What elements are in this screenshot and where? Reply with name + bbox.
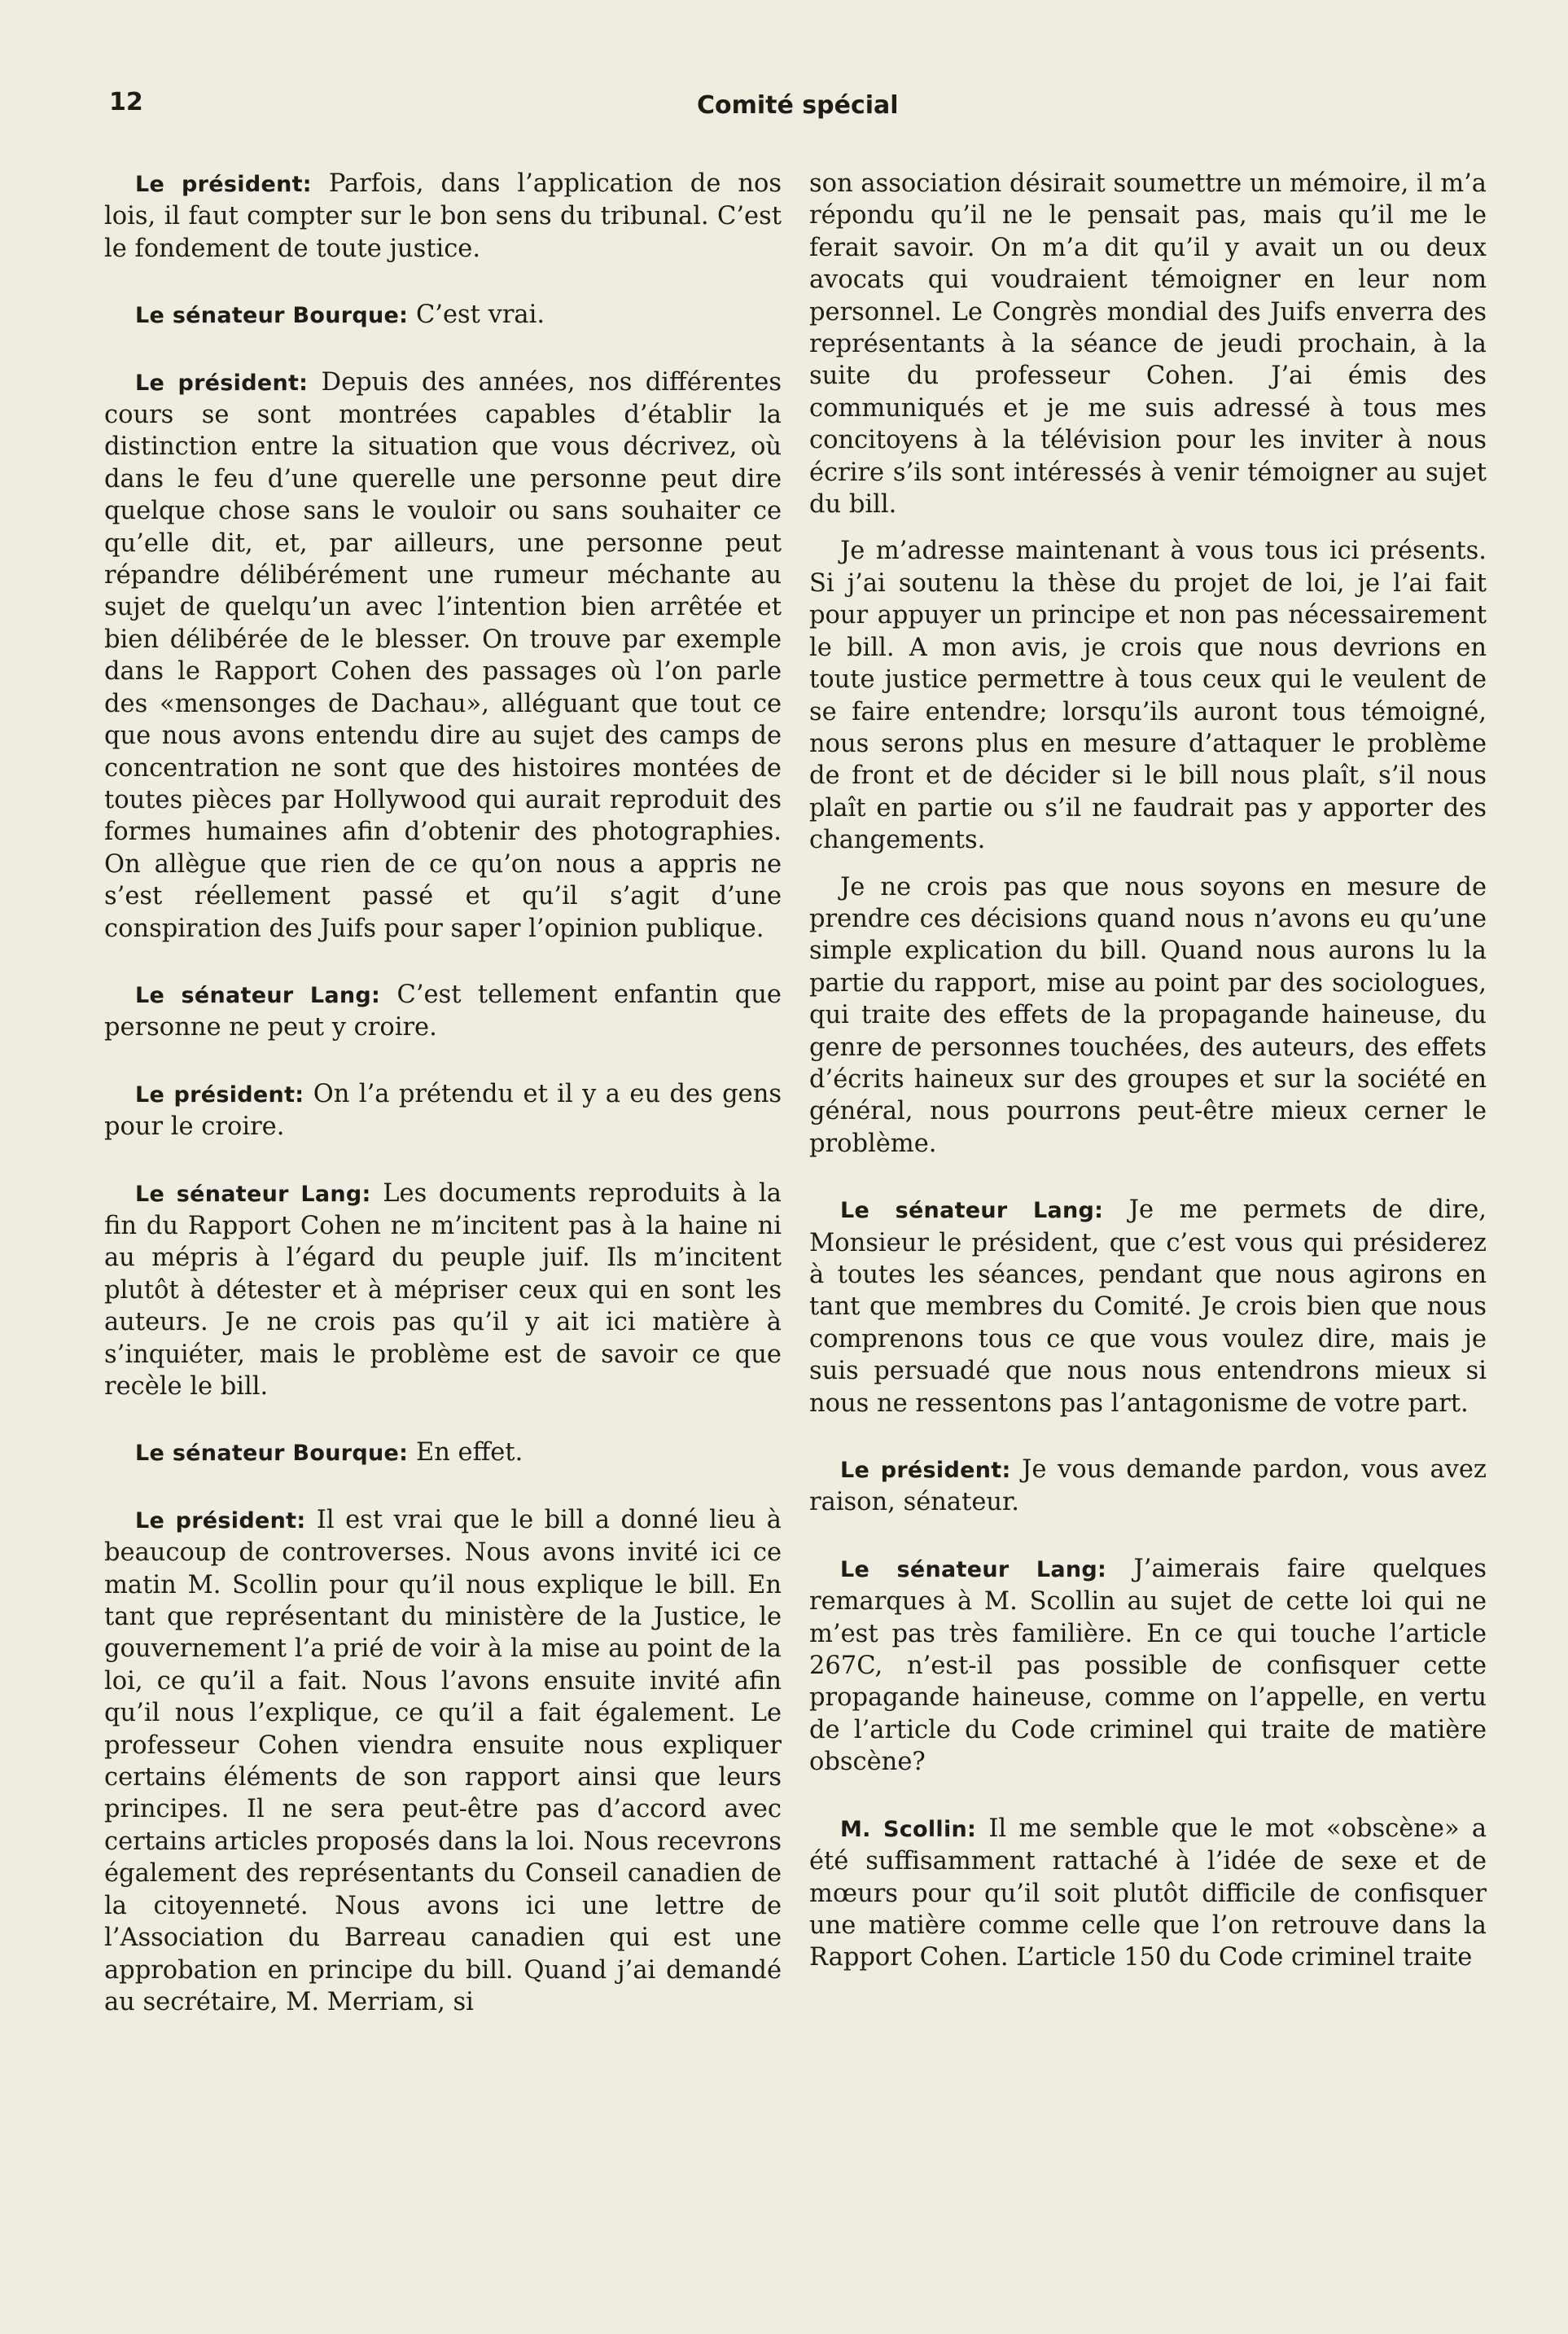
speaker-label: Le président:	[135, 172, 312, 197]
page-header	[109, 88, 1457, 129]
speaker-label: Le sénateur Bourque:	[135, 1441, 409, 1467]
speech-text: J’aimerais faire quelques remarques à M. Scollin au sujet de cette loi qui ne m’est pas très familière. En ce qui touche l’article 267C, n’est-il pas possible de confisquer cette propagande haineuse, comme on l’appelle, en vertu de l’article du Code criminel qui traite de matière obscène?	[809, 1554, 1487, 1777]
speaker-label: Le président:	[135, 1507, 306, 1533]
running-head: Comité spécial	[697, 91, 899, 120]
paragraph	[104, 1078, 782, 1143]
speech-text: Depuis des années, nos différentes cours se sont montrées capables d’établir la distinction entre la situation que vous décrivez, où dans le feu d’une querelle une personne peut dire quelque chose sans le vouloir ou sans souhaiter ce qu’elle dit, et, par ailleurs, une personne peut répandre délibérément une rumeur méchante au sujet de quelqu’un avec l’intention bien arrêtée et bien délibérée de le blesser. On trouve par exemple dans le Rapport Cohen des passages où l’on parle des «mensonges de Dachau», alléguant que tout ce que nous avons entendu dire au sujet des camps de concentration ne sont que des histoires montées de toutes pièces par Hollywood qui aurait reproduit des formes humaines afin d’obtenir des photographies. On allègue que rien de ce qu’on nous a appris ne s’est réellement passé et qu’il s’agit d’une conspiration des Juifs pour saper l’opinion publique.	[104, 367, 782, 943]
speech-text: Je ne crois pas que nous soyons en mesure de prendre ces décisions quand nous n’avons eu qu’une simple explication du bill. Quand nous aurons lu la partie du rapport, mise au point par des sociologues, qui traite des effets de la propagande haineuse, du genre de personnes touchées, des auteurs, des effets d’écrits haineux sur des groupes et sur la société en général, nous pourrons peut-être mieux cerner le problème.	[809, 872, 1487, 1158]
speech-text: C’est tellement enfantin que personne ne peut y croire.	[104, 980, 782, 1042]
speaker-label: Le sénateur Lang:	[135, 1181, 371, 1207]
paragraph	[104, 1178, 782, 1403]
speech-text: Je vous demande pardon, vous avez raison, sénateur.	[809, 1455, 1487, 1517]
left-column	[104, 168, 782, 2018]
speech-text: Il me semble que le mot «obscène» a été suffisamment rattaché à l’idée de sexe et de mœurs pour qu’il soit plutôt difficile de confisquer une matière comme celle que l’on retrouve dans la Rapport Cohen. L’article 150 du Code criminel traite	[809, 1814, 1487, 1972]
paragraph	[104, 366, 782, 945]
speaker-label: M. Scollin:	[840, 1816, 977, 1842]
paragraph	[809, 1194, 1487, 1419]
paragraph	[104, 979, 782, 1044]
speaker-label: Le sénateur Lang:	[135, 982, 381, 1008]
speech-text: Je m’adresse maintenant à vous tous ici présents. Si j’ai soutenu la thèse du projet de loi, je l’ai fait pour appuyer un principe et non pas nécessairement le bill. A mon avis, je crois que nous devrions en toute justice permettre à tous ceux qui le veulent de se faire entendre; lorsqu’ils auront tous témoigné, nous serons plus en mesure d’attaquer le problème de front et de décider si le bill nous plaît, s’il nous plaît en partie ou s’il ne faudrait pas y apporter des changements.	[809, 537, 1487, 855]
speech-text: Les documents reproduits à la fin du Rapport Cohen ne m’incitent pas à la haine ni au mépris à l’égard du peuple juif. Ils m’incitent plutôt à détester et à mépriser ceux qui en sont les auteurs. Je ne crois pas qu’il y ait ici matière à s’inquiéter, mais le problème est de savoir ce que recèle le bill.	[104, 1178, 782, 1401]
speaker-label: Le président:	[135, 1081, 304, 1108]
speaker-label: Le sénateur Lang:	[840, 1556, 1107, 1582]
paragraph	[104, 168, 782, 265]
speech-text: Il est vrai que le bill a donné lieu à beaucoup de controverses. Nous avons invité ici ce matin M. Scollin pour qu’il nous explique le bill. En tant que représentant du ministère de la Justice, le gouvernement l’a prié de voir à la mise au point de la loi, ce qu’il a fait. Nous l’avons ensuite invité afin qu’il nous l’explique, ce qu’il a fait également. Le professeur Cohen viendra ensuite nous expliquer certains éléments de son rapport ainsi que leurs principes. Il ne sera peut-être pas d’accord avec certains articles proposés dans la loi. Nous recevrons également des représentants du Conseil canadien de la citoyenneté. Nous avons ici une lettre de l’Association du Barreau canadien qui est une approbation en principe du bill. Quand j’ai demandé au secrétaire, M. Merriam, si	[104, 1505, 782, 2016]
paragraph	[809, 1813, 1487, 1974]
paragraph	[809, 871, 1487, 1160]
speaker-label: Le sénateur Lang:	[840, 1198, 1104, 1224]
speaker-label: Le président:	[840, 1458, 1011, 1484]
page-number: 12	[109, 88, 143, 116]
paragraph	[809, 1454, 1487, 1519]
paragraph	[104, 299, 782, 331]
paragraph	[104, 1437, 782, 1469]
speech-text: Parfois, dans l’application de nos lois, il faut compter sur le bon sens du tribunal. C’est le fondement de toute justice.	[104, 169, 782, 263]
speech-text: On l’a prétendu et il y a eu des gens pour le croire.	[104, 1079, 782, 1142]
paragraph	[809, 1553, 1487, 1779]
paragraph	[809, 168, 1487, 520]
speech-text: son association désirait soumettre un mémoire, il m’a répondu qu’il ne le pensait pas, mais qu’il me le ferait savoir. On m’a dit qu’il y avait un ou deux avocats qui voudraient témoigner en leur nom personnel. Le Congrès mondial des Juifs enverra des représentants à la séance de jeudi prochain, à la suite du professeur Cohen. J’ai émis des communiqués et je me suis adressé à tous mes concitoyens à la télévision pour les inviter à nous écrire s’ils sont intéressés à venir témoigner au sujet du bill.	[809, 169, 1487, 520]
paragraph	[809, 535, 1487, 856]
speaker-label: Le sénateur Bourque:	[135, 303, 409, 329]
speaker-label: Le président:	[135, 370, 309, 396]
right-column	[809, 168, 1487, 1974]
speech-text: Je me permets de dire, Monsieur le président, que c’est vous qui présiderez à toutes les séances, pendant que nous agirons en tant que membres du Comité. Je crois bien que nous comprenons tous ce que vous voulez dire, mais je suis persuadé que nous nous entendrons mieux si nous ne ressentons pas l’antagonisme de votre part.	[809, 1196, 1487, 1418]
speech-text: En effet.	[415, 1438, 523, 1468]
paragraph	[104, 1504, 782, 2019]
speech-text: C’est vrai.	[415, 301, 545, 330]
